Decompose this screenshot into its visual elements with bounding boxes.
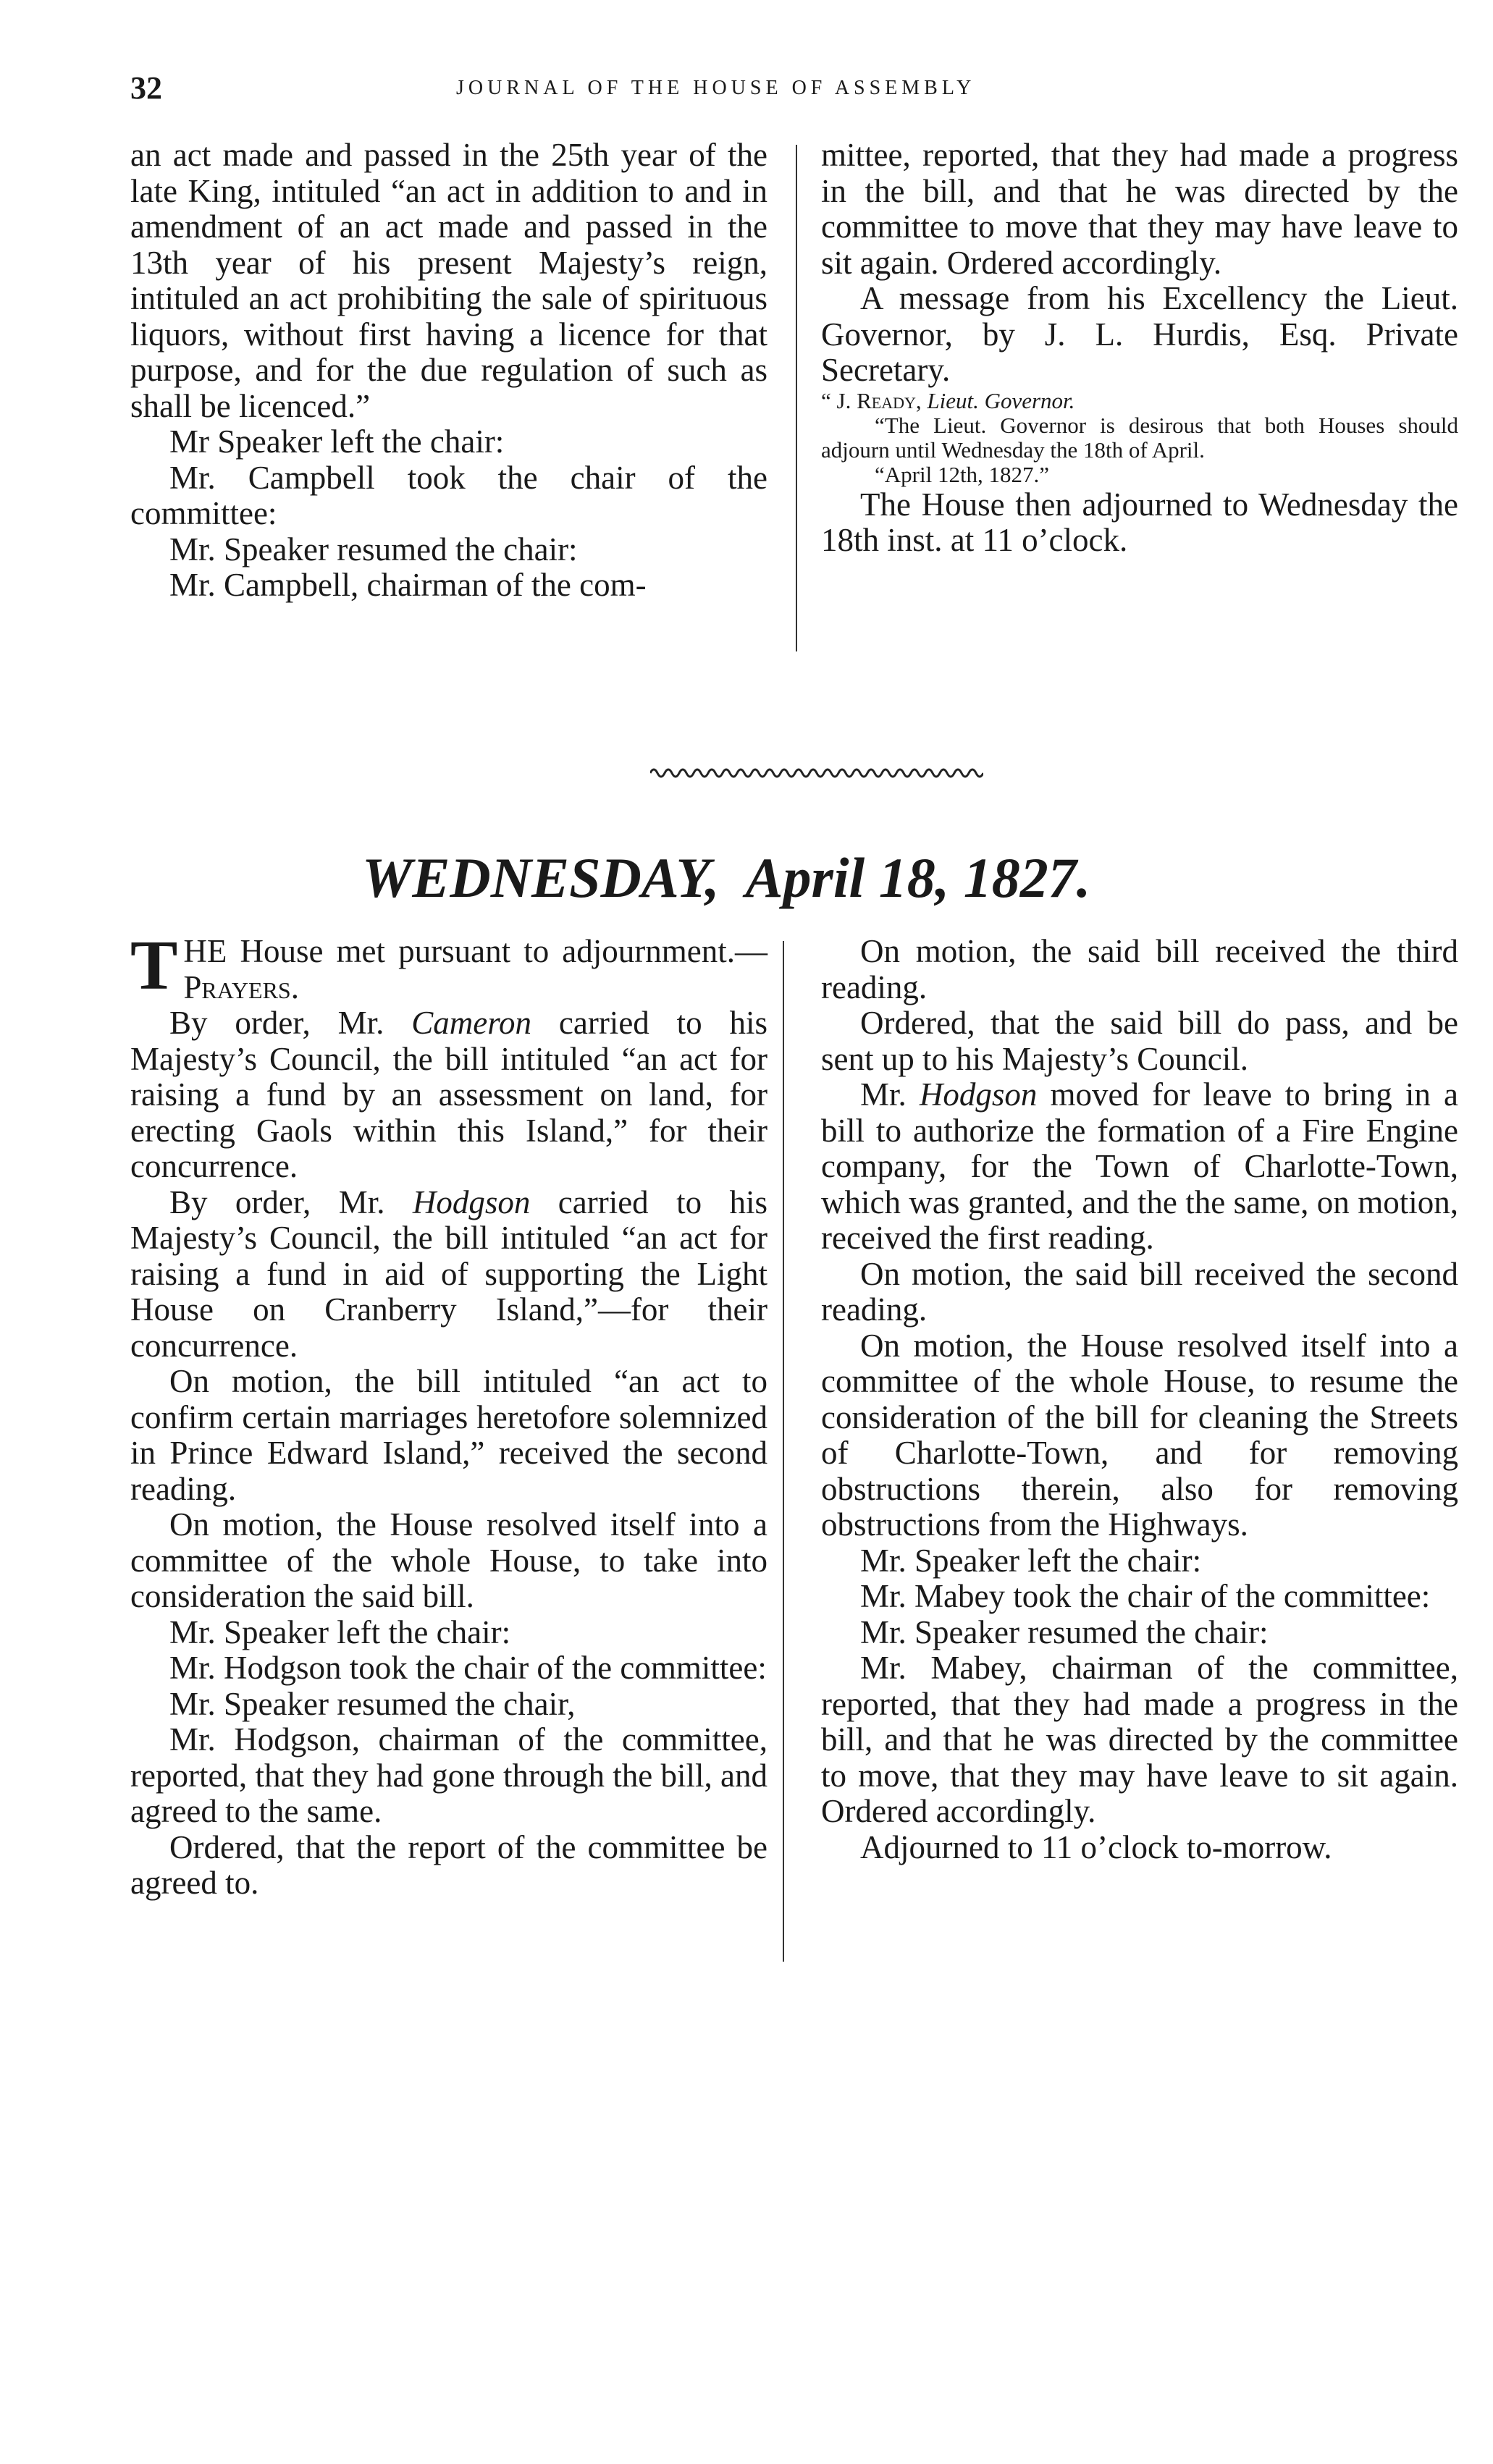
page-header (130, 69, 1463, 113)
opening-text: THE House met pursuant to adjournment.— (130, 927, 767, 1005)
ornamental-divider (650, 764, 983, 782)
paragraph: Mr. Speaker resumed the chair: (169, 531, 578, 568)
paragraph: an act made and passed in the 25th year of the late King, intituled “an act in addition to and in amendment of an act made and passed in the 13th year of his present Majesty’s reign, intituled an act prohibiting the sale of spirituous liquors, without first having a licence for that purpose, and for the due regulation of such as shall be licenced.” (130, 137, 767, 424)
column-divider (796, 145, 797, 651)
opening-paragraph (130, 927, 767, 1005)
top-right-column (821, 138, 1458, 559)
paragraph: Mr. Mabey took the chair of the committee: (860, 1578, 1431, 1614)
bottom-left-column (130, 927, 767, 1902)
paragraph: Mr. Speaker resumed the chair: (860, 1613, 1269, 1650)
signature-open: “ J. (821, 387, 857, 413)
paragraph: On motion, the said bill received the third reading. (821, 933, 1458, 1005)
paragraph: Mr Speaker left the chair: (169, 423, 505, 460)
paragraph: A message from his Excellency the Lieut. Governor, by J. L. Hurdis, Esq. Private Secretary. (821, 280, 1458, 388)
page-number: 32 (130, 70, 162, 106)
paragraph: Ordered, that the report of the committee be agreed to. (130, 1828, 767, 1901)
paragraph: Mr. Campbell, chairman of the com- (169, 567, 647, 603)
paragraph: Mr. Speaker resumed the chair, (169, 1685, 576, 1722)
signature-name: Ready (857, 387, 916, 413)
column-divider (783, 941, 784, 1962)
paragraph: Mr. Hodgson took the chair of the committee: (169, 1650, 767, 1686)
prayers-label: Prayers. (183, 969, 299, 1005)
paragraph: Ordered, that the said bill do pass, and be sent up to his Majesty’s Council. (821, 1005, 1458, 1077)
message-text: “The Lieut. Governor is desirous that both Houses should adjourn until Wednesday the 18th of April. (821, 412, 1458, 463)
paragraph: The House then adjourned to Wednesday the 18th inst. at 11 o’clock. (821, 486, 1458, 558)
paragraph: Adjourned to 11 o’clock to-morrow. (860, 1828, 1332, 1865)
member-name: Hodgson (412, 1184, 531, 1220)
text-run: By order, Mr. (169, 1184, 413, 1220)
bottom-right-column (821, 934, 1458, 1865)
running-head: JOURNAL OF THE HOUSE OF ASSEMBLY (456, 77, 976, 99)
paragraph: Mr. Speaker left the chair: (169, 1613, 511, 1650)
text-run: carried to his Majesty’s Council, the bill intituled “an act for raising a fund by an assessment on land, for erecting Gaols within this Island,” for their concurrence. (130, 1005, 767, 1184)
heading-day: WEDNESDAY, (362, 846, 720, 909)
paragraph (130, 1005, 767, 1185)
paragraph: Mr. Campbell took the chair of the committee: (130, 459, 767, 531)
message-date: “April 12th, 1827.” (875, 461, 1050, 487)
text-run: moved for leave to bring in a bill to authorize the formation of a Fire Engine company, for the Town of Charlotte-Town, which was granted, and the the same, on motion, received the first reading. (821, 1076, 1458, 1256)
text-run: By order, Mr. (169, 1005, 412, 1041)
paragraph: mittee, reported, that they had made a progress in the bill, and that he was directed by the committee to move that they may have leave to sit again. Ordered accordingly. (821, 137, 1458, 281)
paragraph: Mr. Speaker left the chair: (860, 1542, 1202, 1579)
paragraph (130, 1185, 767, 1364)
message-signature: “ J. Ready, Lieut. Governor. (821, 387, 1075, 413)
member-name: Hodgson (919, 1076, 1038, 1113)
paragraph: Mr. Mabey, chairman of the committee, reported, that they had made a progress in the bill, and that he was directed by the committee to move, that they may have leave to sit again. Ordered accordingly. (821, 1650, 1458, 1829)
member-name: Cameron (411, 1005, 532, 1041)
text-run: Mr. (860, 1076, 920, 1113)
paragraph (821, 1077, 1458, 1257)
date-heading (362, 845, 1303, 911)
top-left-column (130, 138, 767, 604)
paragraph: On motion, the House resolved itself into a committee of the whole House, to resume the consideration of the bill for cleaning the Streets of Charlotte-Town, and for removing obstructions therein, also for removing obstructions from the Highways. (821, 1327, 1458, 1543)
heading-date: April 18, 1827. (745, 846, 1091, 909)
paragraph: On motion, the said bill received the second reading. (821, 1255, 1458, 1328)
paragraph: On motion, the House resolved itself into a committee of the whole House, to take into consideration the said bill. (130, 1506, 767, 1614)
text-run: carried to his Majesty’s Council, the bill intituled “an act for raising a fund in aid of supporting the Light House on Cranberry Island,”—for their concurrence. (130, 1184, 767, 1364)
signature-title: Lieut. Governor. (927, 387, 1075, 413)
paragraph: On motion, the bill intituled “an act to confirm certain marriages heretofore solemnized in Prince Edward Island,” received the second reading. (130, 1363, 767, 1507)
paragraph: Mr. Hodgson, chairman of the committee, reported, that they had gone through the bill, and agreed to the same. (130, 1721, 767, 1829)
